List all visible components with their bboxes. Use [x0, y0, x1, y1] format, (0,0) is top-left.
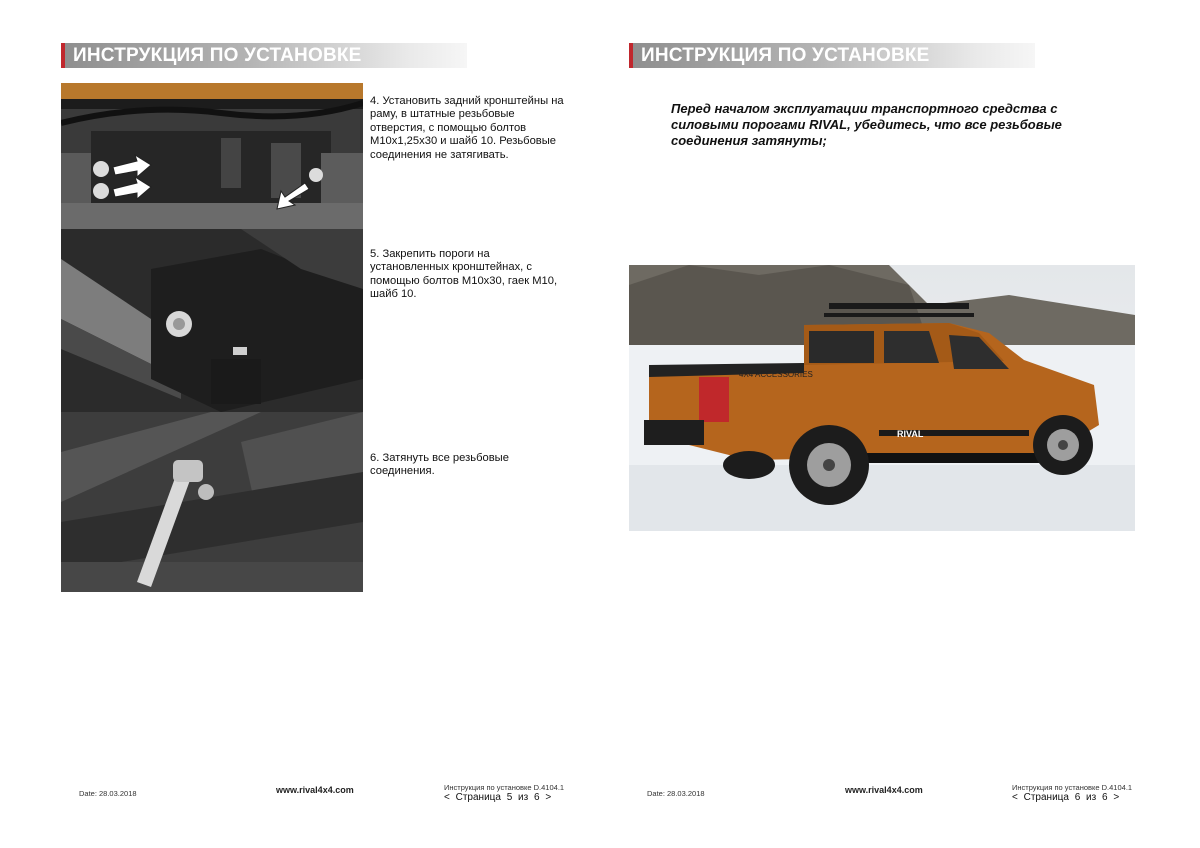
footer-website[interactable]: www.rival4x4.com	[845, 785, 923, 795]
page-pager: < Страница 5 из 6 >	[444, 792, 552, 803]
safety-warning: Перед началом эксплуатации транспортного средства с силовыми порогами RIVAL, убедитесь, что все резьбовые соединения затянуты;	[671, 101, 1062, 148]
photo-truck-in-snow	[629, 265, 1135, 531]
photo-tightening	[61, 412, 363, 592]
step-5-text: 5. Закрепить пороги на установленных кронштейнах, с помощью болтов М10х30, гаек М10, шайб 10.	[370, 248, 558, 301]
section-header: ИНСТРУКЦИЯ ПО УСТАНОВКЕ	[61, 43, 467, 68]
section-header: ИНСТРУКЦИЯ ПО УСТАНОВКЕ	[629, 43, 1035, 68]
page-pager: < Страница 6 из 6 >	[1012, 792, 1120, 803]
photo-step-fastening	[61, 229, 363, 412]
footer-website[interactable]: www.rival4x4.com	[276, 785, 354, 795]
photo-rear-bracket	[61, 83, 363, 229]
footer-doc-id: Инструкция по установке D.4104.1	[1012, 783, 1133, 792]
truck-side-text: 4X4 ACCESSORIES	[739, 370, 813, 379]
step-4-text: 4. Установить задний кронштейны на раму, в штатные резьбовые отверстия, с помощью болтов М10х1,25х30 и шайб 10. Резьбовые соединения не затягивать.	[370, 95, 564, 161]
truck-brand-text: RIVAL	[897, 429, 924, 439]
footer-date: Date: 28.03.2018	[647, 789, 705, 798]
footer-doc-id: Инструкция по установке D.4104.1	[444, 783, 565, 792]
footer-date: Date: 28.03.2018	[79, 789, 137, 798]
step-6-text: 6. Затянуть все резьбовые соединения.	[370, 452, 509, 478]
page-6	[600, 0, 1200, 848]
